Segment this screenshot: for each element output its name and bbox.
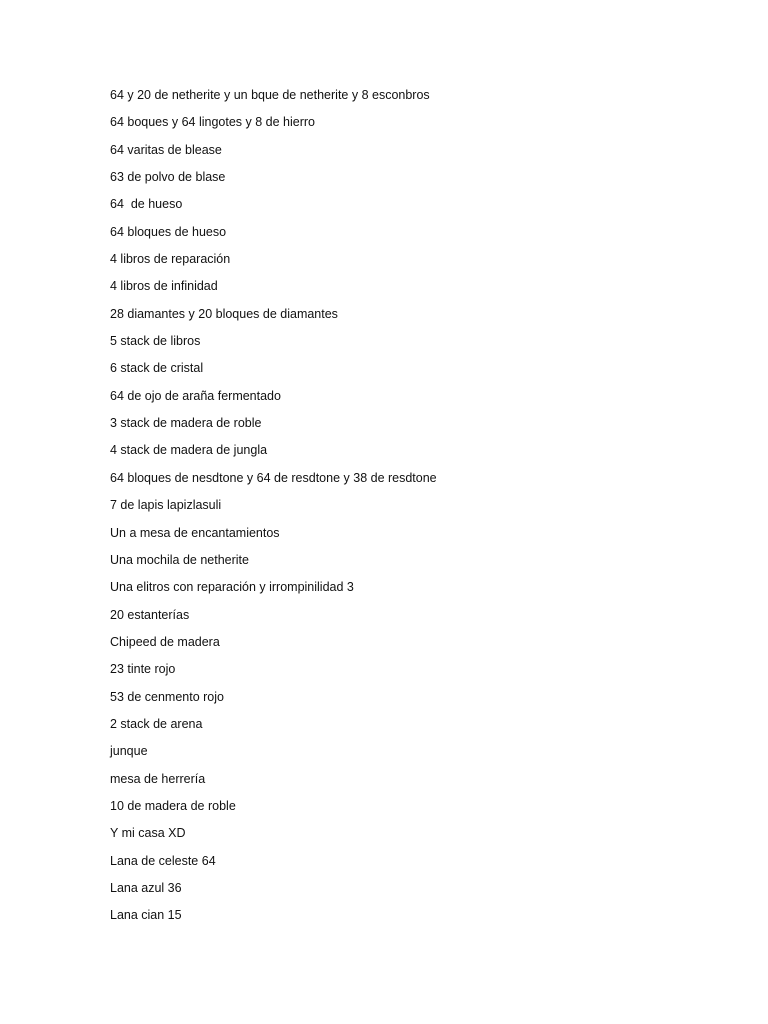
text-line: 64 boques y 64 lingotes y 8 de hierro [110, 115, 315, 130]
text-line: 7 de lapis lapizlasuli [110, 498, 222, 513]
text-line: Lana cian 15 [110, 908, 182, 923]
text-line: 2 stack de arena [110, 716, 203, 731]
text-line: 64 varitas de blease [110, 142, 222, 157]
text-line: Lana de celeste 64 [110, 853, 216, 868]
text-line: Chipeed de madera [110, 634, 220, 649]
text-line: 64 de ojo de araña fermentado [110, 388, 281, 403]
text-line: mesa de herrería [110, 771, 206, 786]
text-line: 10 de madera de roble [110, 798, 236, 813]
text-line: Una elitros con reparación y irrompinilidad 3 [110, 580, 354, 595]
text-line: 63 de polvo de blase [110, 170, 226, 185]
text-line: 53 de cenmento rojo [110, 689, 224, 704]
text-line: Un a mesa de encantamientos [110, 525, 280, 540]
text-line: 6 stack de cristal [110, 361, 204, 376]
text-line: 64 bloques de hueso [110, 224, 227, 239]
text-line: 23 tinte rojo [110, 662, 176, 677]
text-line: 64 y 20 de netherite y un bque de netherite y 8 esconbros [110, 88, 430, 102]
text-line: 5 stack de libros [110, 334, 201, 349]
text-line: Una mochila de netherite [110, 552, 249, 567]
text-line: Lana azul 36 [110, 880, 182, 895]
text-line: 4 stack de madera de jungla [110, 443, 268, 458]
text-line: 3 stack de madera de roble [110, 416, 262, 431]
text-line: junque [110, 744, 148, 759]
text-line: 28 diamantes y 20 bloques de diamantes [110, 306, 338, 321]
text-line: Y mi casa XD [110, 826, 186, 841]
text-line: 20 estanterías [110, 607, 190, 622]
text-line: 64 bloques de nesdtone y 64 de resdtone y 38 de resdtone [110, 470, 437, 485]
text-line: 4 libros de infinidad [110, 279, 218, 294]
text-lines [110, 86, 437, 934]
text-line: 64 de hueso [110, 197, 183, 212]
text-line: 4 libros de reparación [110, 252, 231, 267]
